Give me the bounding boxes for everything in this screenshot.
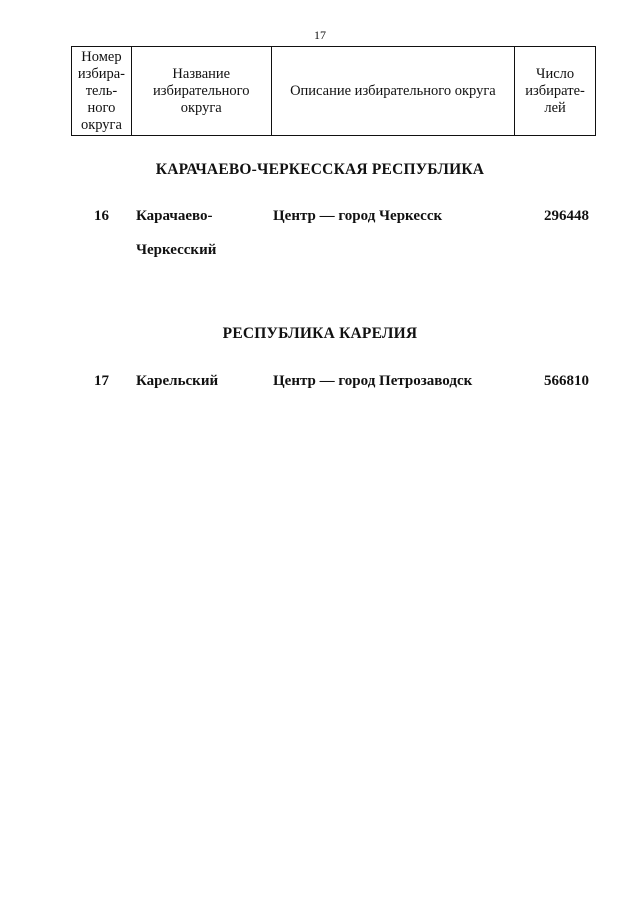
district-voter-count: 296448 <box>544 208 589 224</box>
header-district-number: Номер избира- тель- ного округа <box>72 47 132 135</box>
district-number: 16 <box>94 208 109 224</box>
district-name: Карельский <box>136 373 219 389</box>
section-heading-karachay-cherkess: КАРАЧАЕВО-ЧЕРКЕССКАЯ РЕСПУБЛИКА <box>155 161 485 178</box>
district-number: 17 <box>94 373 109 389</box>
district-description: Центр — город Петрозаводск <box>273 373 473 389</box>
header-voter-count: Число избирате- лей <box>515 47 596 135</box>
header-district-description: Описание избирательного округа <box>272 47 516 135</box>
page-number: 17 <box>314 28 326 42</box>
district-description: Центр — город Черкесск <box>273 208 443 224</box>
table-header <box>71 46 596 136</box>
header-district-name: Название избирательного округа <box>132 47 272 135</box>
district-name: Карачаево- Черкесский <box>136 208 217 258</box>
section-heading-karelia: РЕСПУБЛИКА КАРЕЛИЯ <box>222 325 418 342</box>
district-voter-count: 566810 <box>544 373 589 389</box>
